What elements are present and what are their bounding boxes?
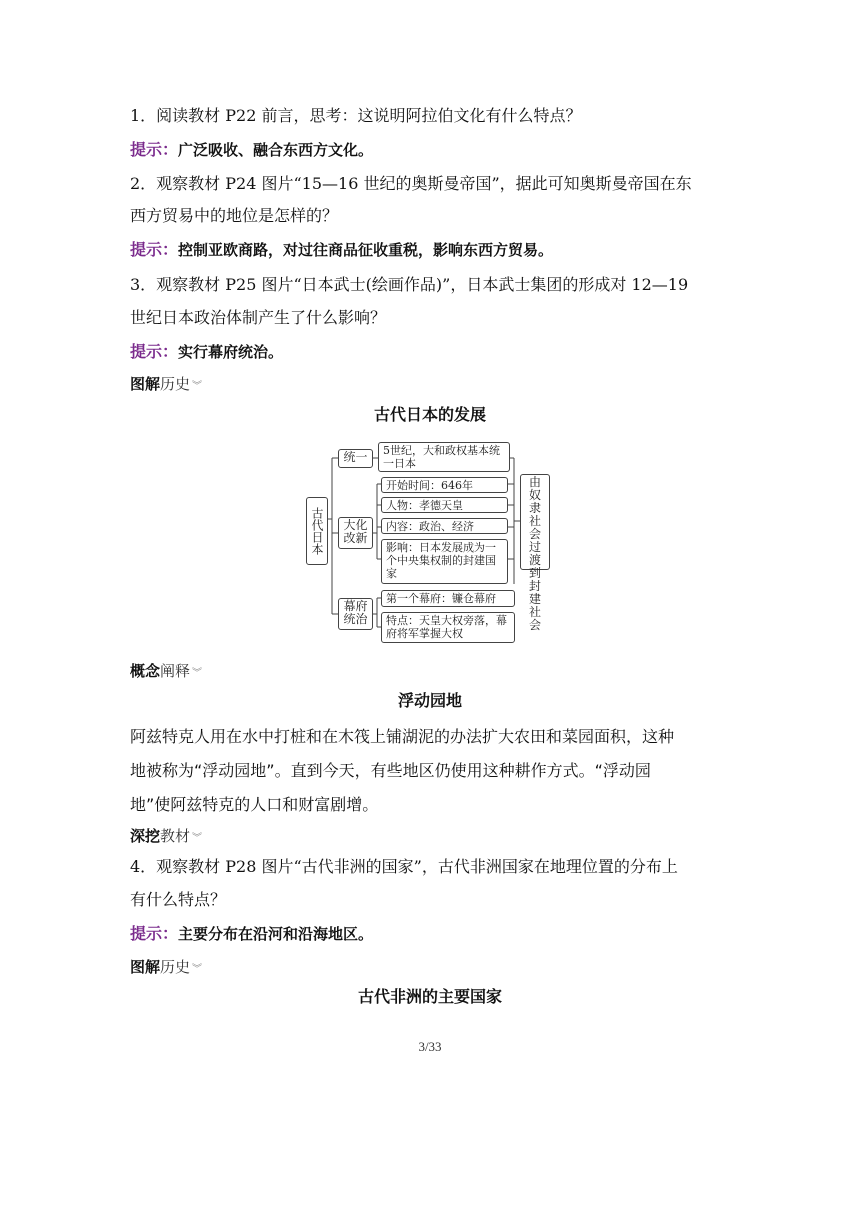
diagram-2-title: 古代非洲的主要国家 <box>357 987 502 1006</box>
question-1: 1．阅读教材 P22 前言，思考：这说明阿拉伯文化有什么特点？ <box>130 106 582 125</box>
hint-text: 广泛吸收、融合东西方文化。 <box>178 141 374 159</box>
branch-shogunate: 幕府统治 <box>338 598 373 630</box>
reform-detail-time: 开始时间：646年 <box>381 477 508 493</box>
reform-detail-person: 人物：孝德天皇 <box>381 497 508 513</box>
concept-paragraph-line-2: 地被称为“浮动园地”。直到今天，有些地区仍使用这种耕作方式。“浮动园 <box>130 761 651 780</box>
chevron-down-icon: ︾ <box>192 381 203 392</box>
question-2-line-2: 西方贸易中的地位是怎样的？ <box>130 206 339 225</box>
hint-4 <box>130 924 373 944</box>
root-box: 古代日本 <box>306 497 328 565</box>
section-heading-bold: 图解 <box>130 958 161 976</box>
branch-unify: 统一 <box>338 449 373 468</box>
hint-label: 提示： <box>130 140 179 159</box>
section-heading-light: 教材 <box>160 827 191 845</box>
section-heading-illustrated-history-2 <box>130 957 202 980</box>
section-heading-light: 历史 <box>160 375 191 393</box>
hint-text: 实行幕府统治。 <box>178 343 284 361</box>
concept-title: 浮动园地 <box>397 691 462 710</box>
section-heading-bold: 深挖 <box>130 827 161 845</box>
hint-text: 主要分布在沿河和沿海地区。 <box>178 925 374 943</box>
chevron-down-icon: ︾ <box>192 964 203 975</box>
section-heading-light: 历史 <box>160 958 191 976</box>
section-heading-bold: 概念 <box>130 662 161 680</box>
page-number: 3/33 <box>418 1039 442 1054</box>
concept-paragraph-line-1: 阿兹特克人用在水中打桩和在木筏上铺湖泥的办法扩大农田和菜园面积，这种 <box>130 727 675 746</box>
concept-paragraph-line-3: 地”使阿兹特克的人口和财富剧增。 <box>130 795 379 814</box>
branch-taika-reform: 大化改新 <box>338 517 373 549</box>
chevron-down-icon: ︾ <box>192 668 203 679</box>
diagram-title: 古代日本的发展 <box>373 405 486 424</box>
question-2-line-1: 2．观察教材 P24 图片“15—16 世纪的奥斯曼帝国”，据此可知奥斯曼帝国在东 <box>130 174 692 193</box>
hint-text: 控制亚欧商路，对过往商品征收重税，影响东西方贸易。 <box>178 241 554 259</box>
question-4-line-1: 4．观察教材 P28 图片“古代非洲的国家”，古代非洲国家在地理位置的分布上 <box>130 857 678 876</box>
reform-detail-impact: 影响：日本发展成为一个中央集权制的封建国家 <box>381 539 508 584</box>
reform-detail-content: 内容：政治、经济 <box>381 518 508 534</box>
question-3-line-2: 世纪日本政治体制产生了什么影响？ <box>130 308 387 327</box>
section-heading-light: 阐释 <box>160 662 191 680</box>
section-heading-textbook <box>130 826 202 849</box>
hint-label: 提示： <box>130 924 179 943</box>
shogun-detail-first: 第一个幕府：镰仓幕府 <box>381 590 515 607</box>
shogun-detail-feature: 特点：天皇大权旁落，幕府将军掌握大权 <box>381 612 515 643</box>
section-heading-bold: 图解 <box>130 375 161 393</box>
hint-label: 提示： <box>130 240 179 259</box>
hint-label: 提示： <box>130 342 179 361</box>
question-3-line-1: 3．观察教材 P25 图片“日本武士(绘画作品)”，日本武士集团的形成对 12—19 <box>130 275 689 294</box>
result-box: 由奴隶社会过渡到封建社会 <box>520 474 550 570</box>
question-4-line-2: 有什么特点？ <box>130 890 227 909</box>
section-heading-concept <box>130 661 202 684</box>
unify-detail: 5世纪，大和政权基本统一日本 <box>378 442 510 472</box>
chevron-down-icon: ︾ <box>192 833 203 844</box>
